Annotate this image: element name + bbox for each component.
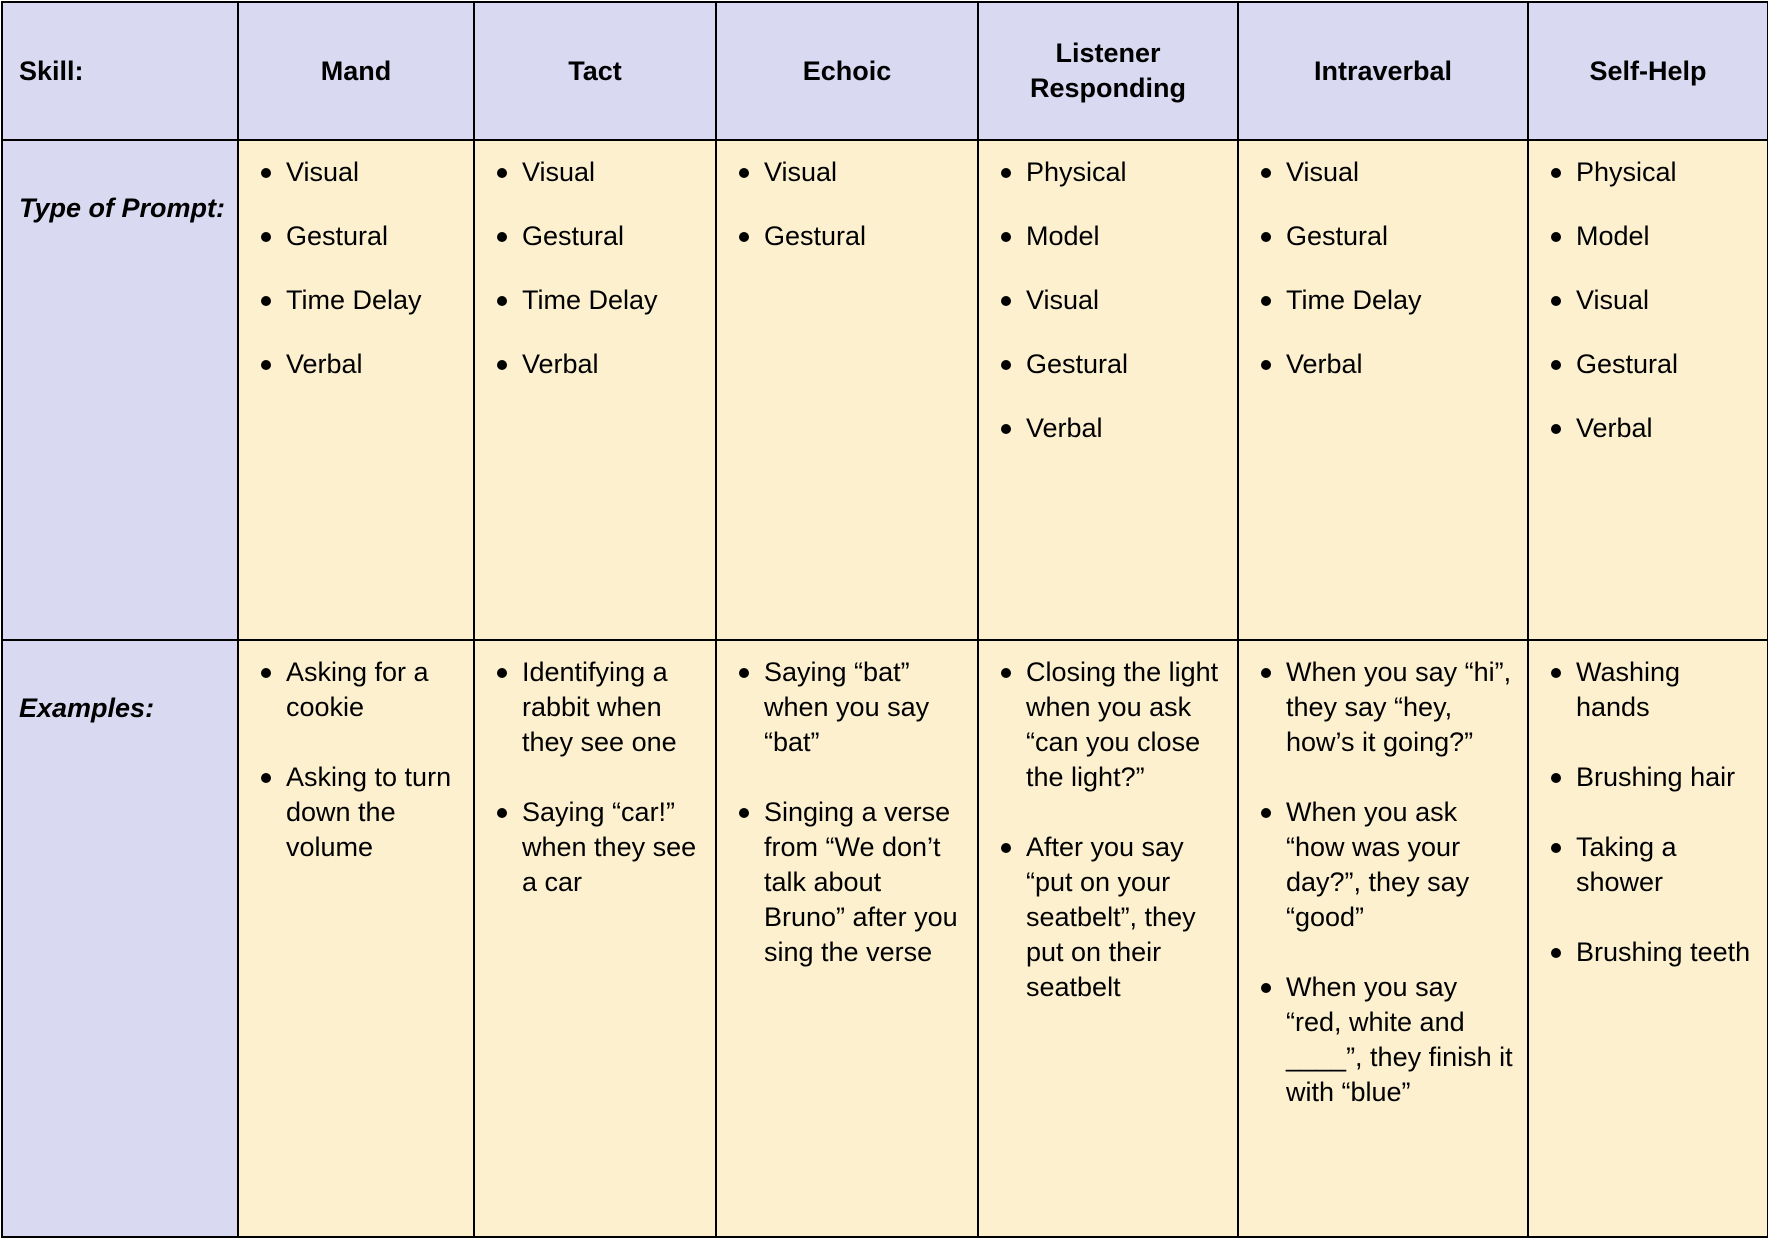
prompt-cell: [716, 140, 978, 640]
example-cell: [1528, 640, 1768, 1237]
column-header-intraverbal: Intraverbal: [1238, 2, 1528, 140]
example-cell: [238, 640, 474, 1237]
list-item: Washing hands: [1551, 655, 1757, 725]
list-item: Physical: [1001, 155, 1227, 190]
prompt-cell: [474, 140, 716, 640]
column-header-echoic: Echoic: [716, 2, 978, 140]
list-item: Visual: [497, 155, 705, 190]
prompt-row: [2, 140, 1768, 640]
type-of-prompt-label: Type of Prompt:: [2, 140, 238, 640]
list-item: Closing the light when you ask “can you close the light?”: [1001, 655, 1227, 795]
list-item: Asking for a cookie: [261, 655, 463, 725]
list-item: Gestural: [1261, 219, 1517, 254]
list-item: Visual: [1001, 283, 1227, 318]
list-item: When you say “red, white and ____”, they finish it with “blue”: [1261, 970, 1517, 1110]
prompt-cell: [1528, 140, 1768, 640]
list-item: Verbal: [261, 347, 463, 382]
skills-table: [1, 1, 1768, 1238]
example-cell: [474, 640, 716, 1237]
prompt-list: [1239, 141, 1527, 382]
column-header-mand: Mand: [238, 2, 474, 140]
prompt-cell: [238, 140, 474, 640]
list-item: Gestural: [739, 219, 967, 254]
list-item: Verbal: [1551, 411, 1757, 446]
list-item: Gestural: [1001, 347, 1227, 382]
list-item: Physical: [1551, 155, 1757, 190]
list-item: Gestural: [261, 219, 463, 254]
column-header-self-help: Self-Help: [1528, 2, 1768, 140]
example-cell: [716, 640, 978, 1237]
list-item: Identifying a rabbit when they see one: [497, 655, 705, 760]
prompt-list: [475, 141, 715, 382]
example-list: [1239, 641, 1527, 1110]
prompt-cell: [978, 140, 1238, 640]
list-item: Verbal: [1261, 347, 1517, 382]
examples-row: [2, 640, 1768, 1237]
list-item: Verbal: [1001, 411, 1227, 446]
list-item: Visual: [261, 155, 463, 190]
list-item: Asking to turn down the volume: [261, 760, 463, 865]
example-cell: [1238, 640, 1528, 1237]
list-item: Brushing teeth: [1551, 935, 1757, 970]
column-header-tact: Tact: [474, 2, 716, 140]
list-item: Gestural: [497, 219, 705, 254]
header-row: [2, 2, 1768, 140]
list-item: Model: [1001, 219, 1227, 254]
list-item: Gestural: [1551, 347, 1757, 382]
example-cell: [978, 640, 1238, 1237]
prompt-list: [239, 141, 473, 382]
list-item: Time Delay: [497, 283, 705, 318]
list-item: Saying “car!” when they see a car: [497, 795, 705, 900]
list-item: Visual: [1551, 283, 1757, 318]
prompt-list: [979, 141, 1237, 446]
example-list: [717, 641, 977, 970]
list-item: Time Delay: [261, 283, 463, 318]
list-item: When you say “hi”, they say “hey, how’s it going?”: [1261, 655, 1517, 760]
list-item: Verbal: [497, 347, 705, 382]
example-list: [239, 641, 473, 865]
list-item: Singing a verse from “We don’t talk about Bruno” after you sing the verse: [739, 795, 967, 970]
example-list: [979, 641, 1237, 1005]
example-list: [475, 641, 715, 900]
skill-label: Skill:: [2, 2, 238, 140]
prompt-list: [717, 141, 977, 254]
list-item: Time Delay: [1261, 283, 1517, 318]
list-item: Visual: [1261, 155, 1517, 190]
list-item: After you say “put on your seatbelt”, they put on their seatbelt: [1001, 830, 1227, 1005]
example-list: [1529, 641, 1767, 970]
examples-label: Examples:: [2, 640, 238, 1237]
list-item: Taking a shower: [1551, 830, 1757, 900]
prompt-list: [1529, 141, 1767, 446]
column-header-listener-responding: Listener Responding: [978, 2, 1238, 140]
list-item: When you ask “how was your day?”, they say “good”: [1261, 795, 1517, 935]
list-item: Visual: [739, 155, 967, 190]
list-item: Saying “bat” when you say “bat”: [739, 655, 967, 760]
prompt-cell: [1238, 140, 1528, 640]
list-item: Brushing hair: [1551, 760, 1757, 795]
list-item: Model: [1551, 219, 1757, 254]
